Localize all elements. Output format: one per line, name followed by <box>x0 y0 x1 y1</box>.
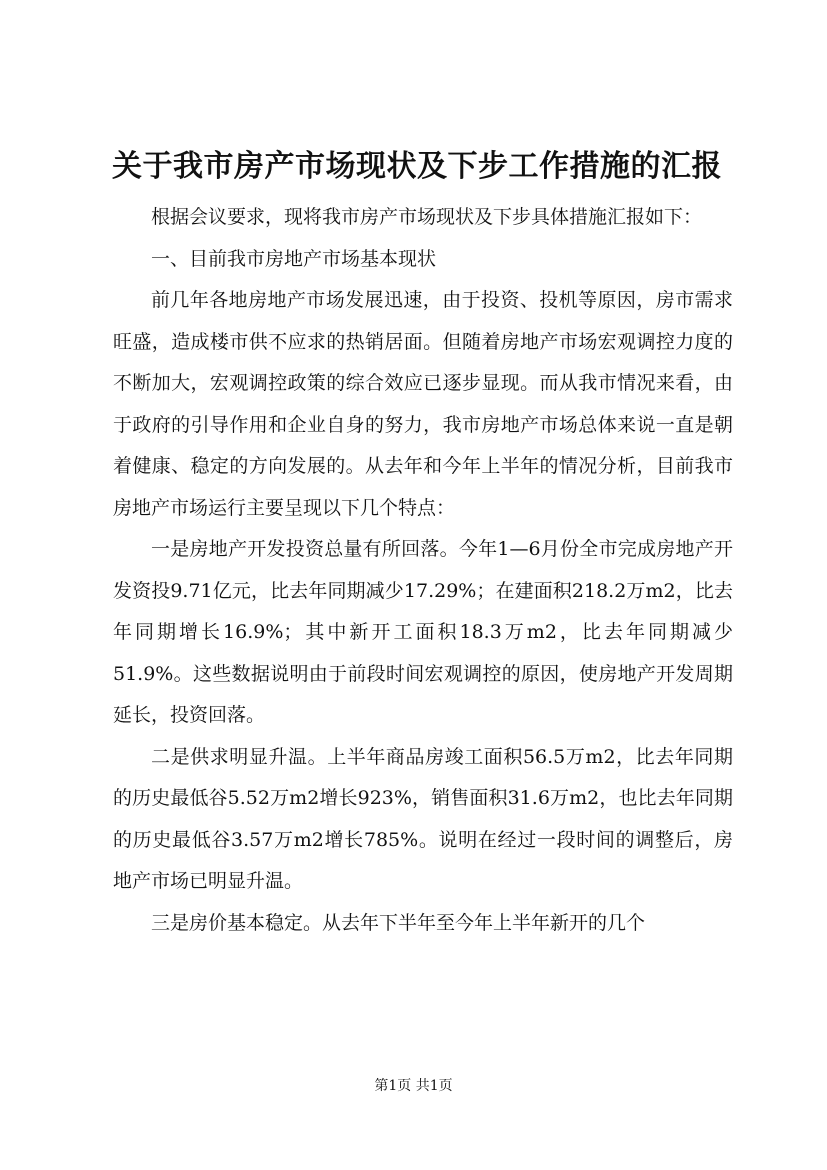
paragraph-point-1: 一是房地产开发投资总量有所回落。今年1—6月份全市完成房地产开发资投9.71亿元，比去年同期减少17.29%；在建面积218.2万m2，比去年同期增长16.9%；其中新开工面积18.3万m2，比去年同期减少51.9%。这些数据说明由于前段时间宏观调控的原因，使房地产开发周期延长，投资回落。 <box>113 538 733 726</box>
paragraph-overview: 前几年各地房地产市场发展迅速，由于投资、投机等原因，房市需求旺盛，造成楼市供不应求的热销居面。但随着房地产市场宏观调控力度的不断加大，宏观调控政策的综合效应已逐步显现。而从我市情况来看，由于政府的引导作用和企业自身的努力，我市房地产市场总体来说一直是朝着健康、稳定的方向发展的。从去年和今年上半年的情况分析，目前我市房地产市场运行主要呈现以下几个特点： <box>113 289 733 519</box>
page-footer: 第1页 共1页 <box>374 1078 453 1094</box>
paragraph-point-3: 三是房价基本稳定。从去年下半年至今年上半年新开的几个 <box>151 911 646 934</box>
document-title: 关于我市房产市场现状及下步工作措施的汇报 <box>112 149 722 184</box>
section-heading: 一、目前我市房地产市场基本现状 <box>151 247 437 270</box>
paragraph-intro: 根据会议要求，现将我市房产市场现状及下步具体措施汇报如下： <box>151 206 703 228</box>
document-body <box>113 197 733 944</box>
paragraph-point-2: 二是供求明显升温。上半年商品房竣工面积56.5万m2，比去年同期的历史最低谷5.52万m2增长923%，销售面积31.6万m2，也比去年同期的历史最低谷3.57万m2增长785%。说明在经过一段时间的调整后，房地产市场已明显升温。 <box>113 745 733 892</box>
